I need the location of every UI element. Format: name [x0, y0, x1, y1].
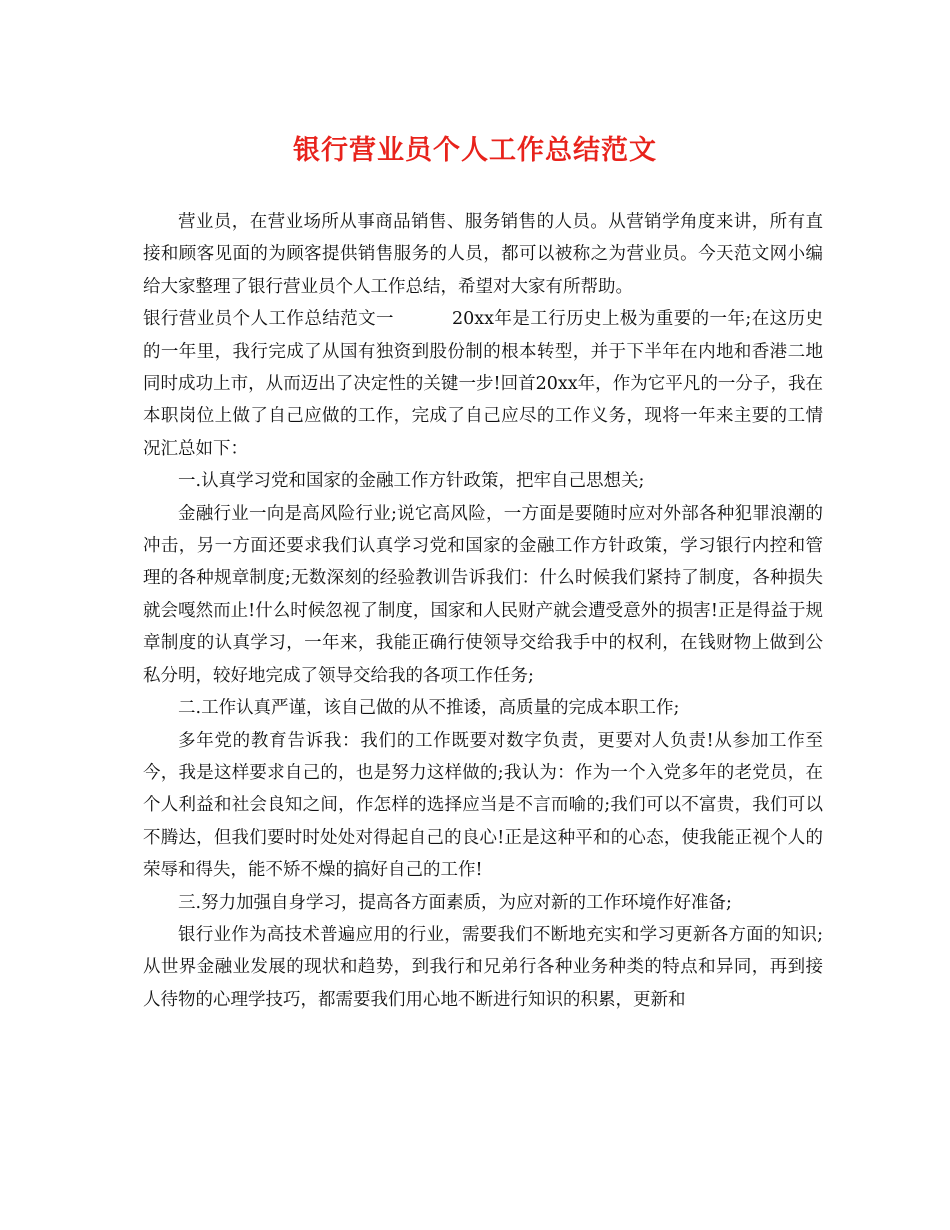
sample-heading: 银行营业员个人工作总结范文一 [143, 309, 394, 330]
section-1-heading: 一.认真学习党和国家的金融工作方针政策，把牢自己思想关; [178, 471, 645, 492]
sample-paragraph [143, 303, 823, 465]
section-3-heading: 三.努力加强自身学习，提高各方面素质，为应对新的工作环境作好准备; [178, 892, 732, 913]
document-body [143, 206, 823, 1016]
sample-opening: 20xx年是工行历史上极为重要的一年;在这历史的一年里，我行完成了从国有独资到股份制的根本转型，并于下半年在内地和香港二地同时成功上市，从而迈出了决定性的关键一步!回首20xx年，作为它平凡的一分子，我在本职岗位上做了自己应做的工作，完成了自己应尽的工作义务，现将一年来主要的工情况汇总如下： [143, 309, 824, 459]
section-3-body: 银行业作为高技术普遍应用的行业，需要我们不断地充实和学习更新各方面的知识;从世界金融业发展的现状和趋势，到我行和兄弟行各种业务种类的特点和异同，再到接人待物的心理学技巧，都需要我们用心地不断进行知识的积累，更新和 [143, 924, 823, 1010]
section-1-body: 金融行业一向是高风险行业;说它高风险，一方面是要随时应对外部各种犯罪浪潮的冲击，另一方面还要求我们认真学习党和国家的金融工作方针政策，学习银行内控和管理的各种规章制度;无数深刻的经验教训告诉我们：什么时候我们紧持了制度，各种损失就会嘎然而止!什么时候忽视了制度，国家和人民财产就会遭受意外的损害!正是得益于规章制度的认真学习，一年来，我能正确行使领导交给我手中的权利，在钱财物上做到公私分明，较好地完成了领导交给我的各项工作任务; [143, 503, 823, 686]
section-2-body: 多年党的教育告诉我：我们的工作既要对数字负责，更要对人负责!从参加工作至今，我是这样要求自己的，也是努力这样做的;我认为：作为一个入党多年的老党员，在个人利益和社会良知之间，作怎样的选择应当是不言而喻的;我们可以不富贵，我们可以不腾达，但我们要时时处处对得起自己的良心!正是这种平和的心态，使我能正视个人的荣辱和得失，能不矫不燥的搞好自己的工作! [143, 730, 823, 881]
section-2-heading: 二.工作认真严谨，该自己做的从不推诿，高质量的完成本职工作; [178, 698, 680, 719]
document-title: 银行营业员个人工作总结范文 [293, 135, 657, 166]
intro-paragraph: 营业员，在营业场所从事商品销售、服务销售的人员。从营销学角度来讲，所有直接和顾客见面的为顾客提供销售服务的人员，都可以被称之为营业员。今天范文网小编给大家整理了银行营业员个人工作总结，希望对大家有所帮助。 [143, 212, 823, 297]
